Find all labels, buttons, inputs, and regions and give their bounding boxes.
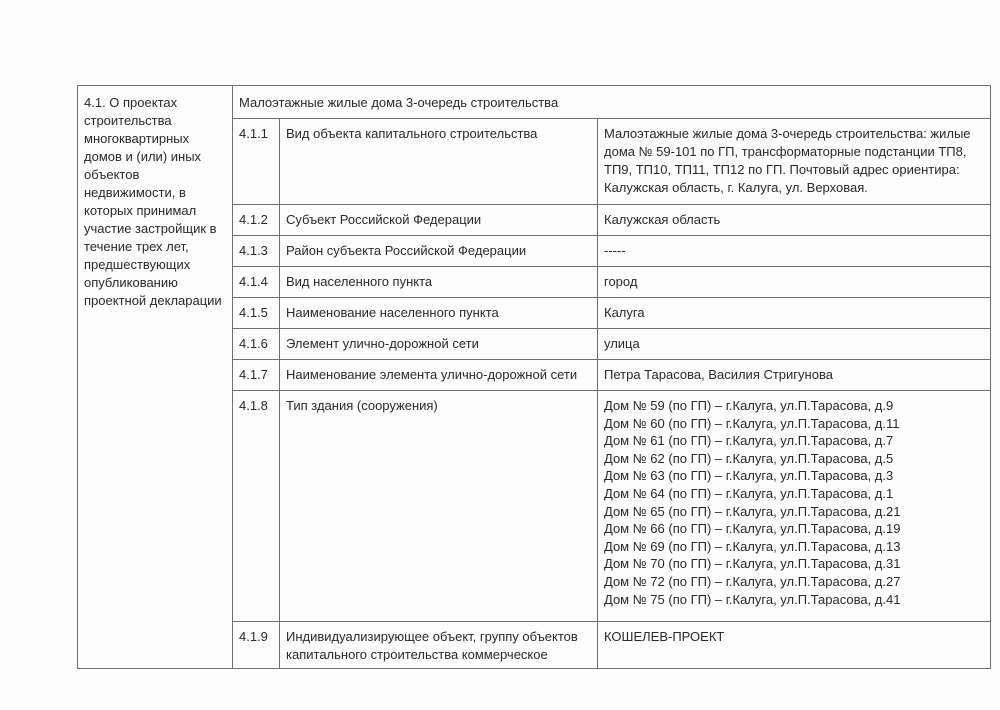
row-label: Наименование элемента улично-дорожной сети [280, 360, 598, 391]
building-address: Дом № 75 (по ГП) – г.Калуга, ул.П.Тарасова, д.41 [604, 591, 901, 607]
row-label: Вид объекта капитального строительства [280, 119, 598, 205]
building-address: Дом № 66 (по ГП) – г.Калуга, ул.П.Тарасова, д.19 [604, 521, 901, 537]
row-label: Тип здания (сооружения) [280, 391, 598, 622]
row-number: 4.1.3 [233, 236, 280, 267]
building-address: Дом № 65 (по ГП) – г.Калуга, ул.П.Тарасова, д.21 [604, 503, 901, 519]
row-label: Субъект Российской Федерации [280, 205, 598, 236]
row-number: 4.1.7 [233, 360, 280, 391]
building-address: Дом № 64 (по ГП) – г.Калуга, ул.П.Тарасова, д.1 [604, 485, 894, 501]
row-label: Район субъекта Российской Федерации [280, 236, 598, 267]
building-address: Дом № 62 (по ГП) – г.Калуга, ул.П.Тарасова, д.5 [604, 450, 894, 466]
row-value: Малоэтажные жилые дома 3-очередь строительства: жилые дома № 59-101 по ГП, трансформаторные подстанции ТП8, ТП9, ТП10, ТП11, ТП12 по ГП. Почтовый адрес ориентира: Калужская область, г. Калуга, ул. Верховая. [598, 119, 991, 205]
row-value: Калуга [598, 298, 991, 329]
row-label: Элемент улично-дорожной сети [280, 329, 598, 360]
project-header-row [78, 86, 991, 119]
row-number: 4.1.6 [233, 329, 280, 360]
row-value: Калужская область [598, 205, 991, 236]
row-label: Индивидуализирующее объект, группу объектов капитального строительства коммерческое [280, 622, 598, 669]
building-address: Дом № 72 (по ГП) – г.Калуга, ул.П.Тарасова, д.27 [604, 573, 901, 589]
row-number: 4.1.4 [233, 267, 280, 298]
row-label: Вид населенного пункта [280, 267, 598, 298]
declaration-table [77, 85, 991, 669]
building-address: Дом № 70 (по ГП) – г.Калуга, ул.П.Тарасова, д.31 [604, 556, 901, 572]
row-number: 4.1.9 [233, 622, 280, 669]
building-address: Дом № 60 (по ГП) – г.Калуга, ул.П.Тарасова, д.11 [604, 415, 900, 431]
building-address: Дом № 59 (по ГП) – г.Калуга, ул.П.Тарасова, д.9 [604, 398, 894, 413]
row-value: ----- [598, 236, 991, 267]
row-value: КОШЕЛЕВ-ПРОЕКТ [598, 622, 991, 669]
row-number: 4.1.2 [233, 205, 280, 236]
row-number: 4.1.1 [233, 119, 280, 205]
row-value: город [598, 267, 991, 298]
building-address: Дом № 61 (по ГП) – г.Калуга, ул.П.Тарасова, д.7 [604, 433, 894, 449]
row-label: Наименование населенного пункта [280, 298, 598, 329]
row-value: улица [598, 329, 991, 360]
row-value: Петра Тарасова, Василия Стригунова [598, 360, 991, 391]
row-number: 4.1.5 [233, 298, 280, 329]
row-number: 4.1.8 [233, 391, 280, 622]
section-title: 4.1. О проектах строительства многоквартирных домов и (или) иных объектов недвижимости, в которых принимал участие застройщик в течение трех лет, предшествующих опубликованию проектной декларации [78, 86, 233, 669]
building-address: Дом № 63 (по ГП) – г.Калуга, ул.П.Тарасова, д.3 [604, 468, 894, 484]
building-address-list [598, 391, 991, 622]
building-address: Дом № 69 (по ГП) – г.Калуга, ул.П.Тарасова, д.13 [604, 538, 901, 554]
project-header: Малоэтажные жилые дома 3-очередь строительства [233, 86, 991, 119]
